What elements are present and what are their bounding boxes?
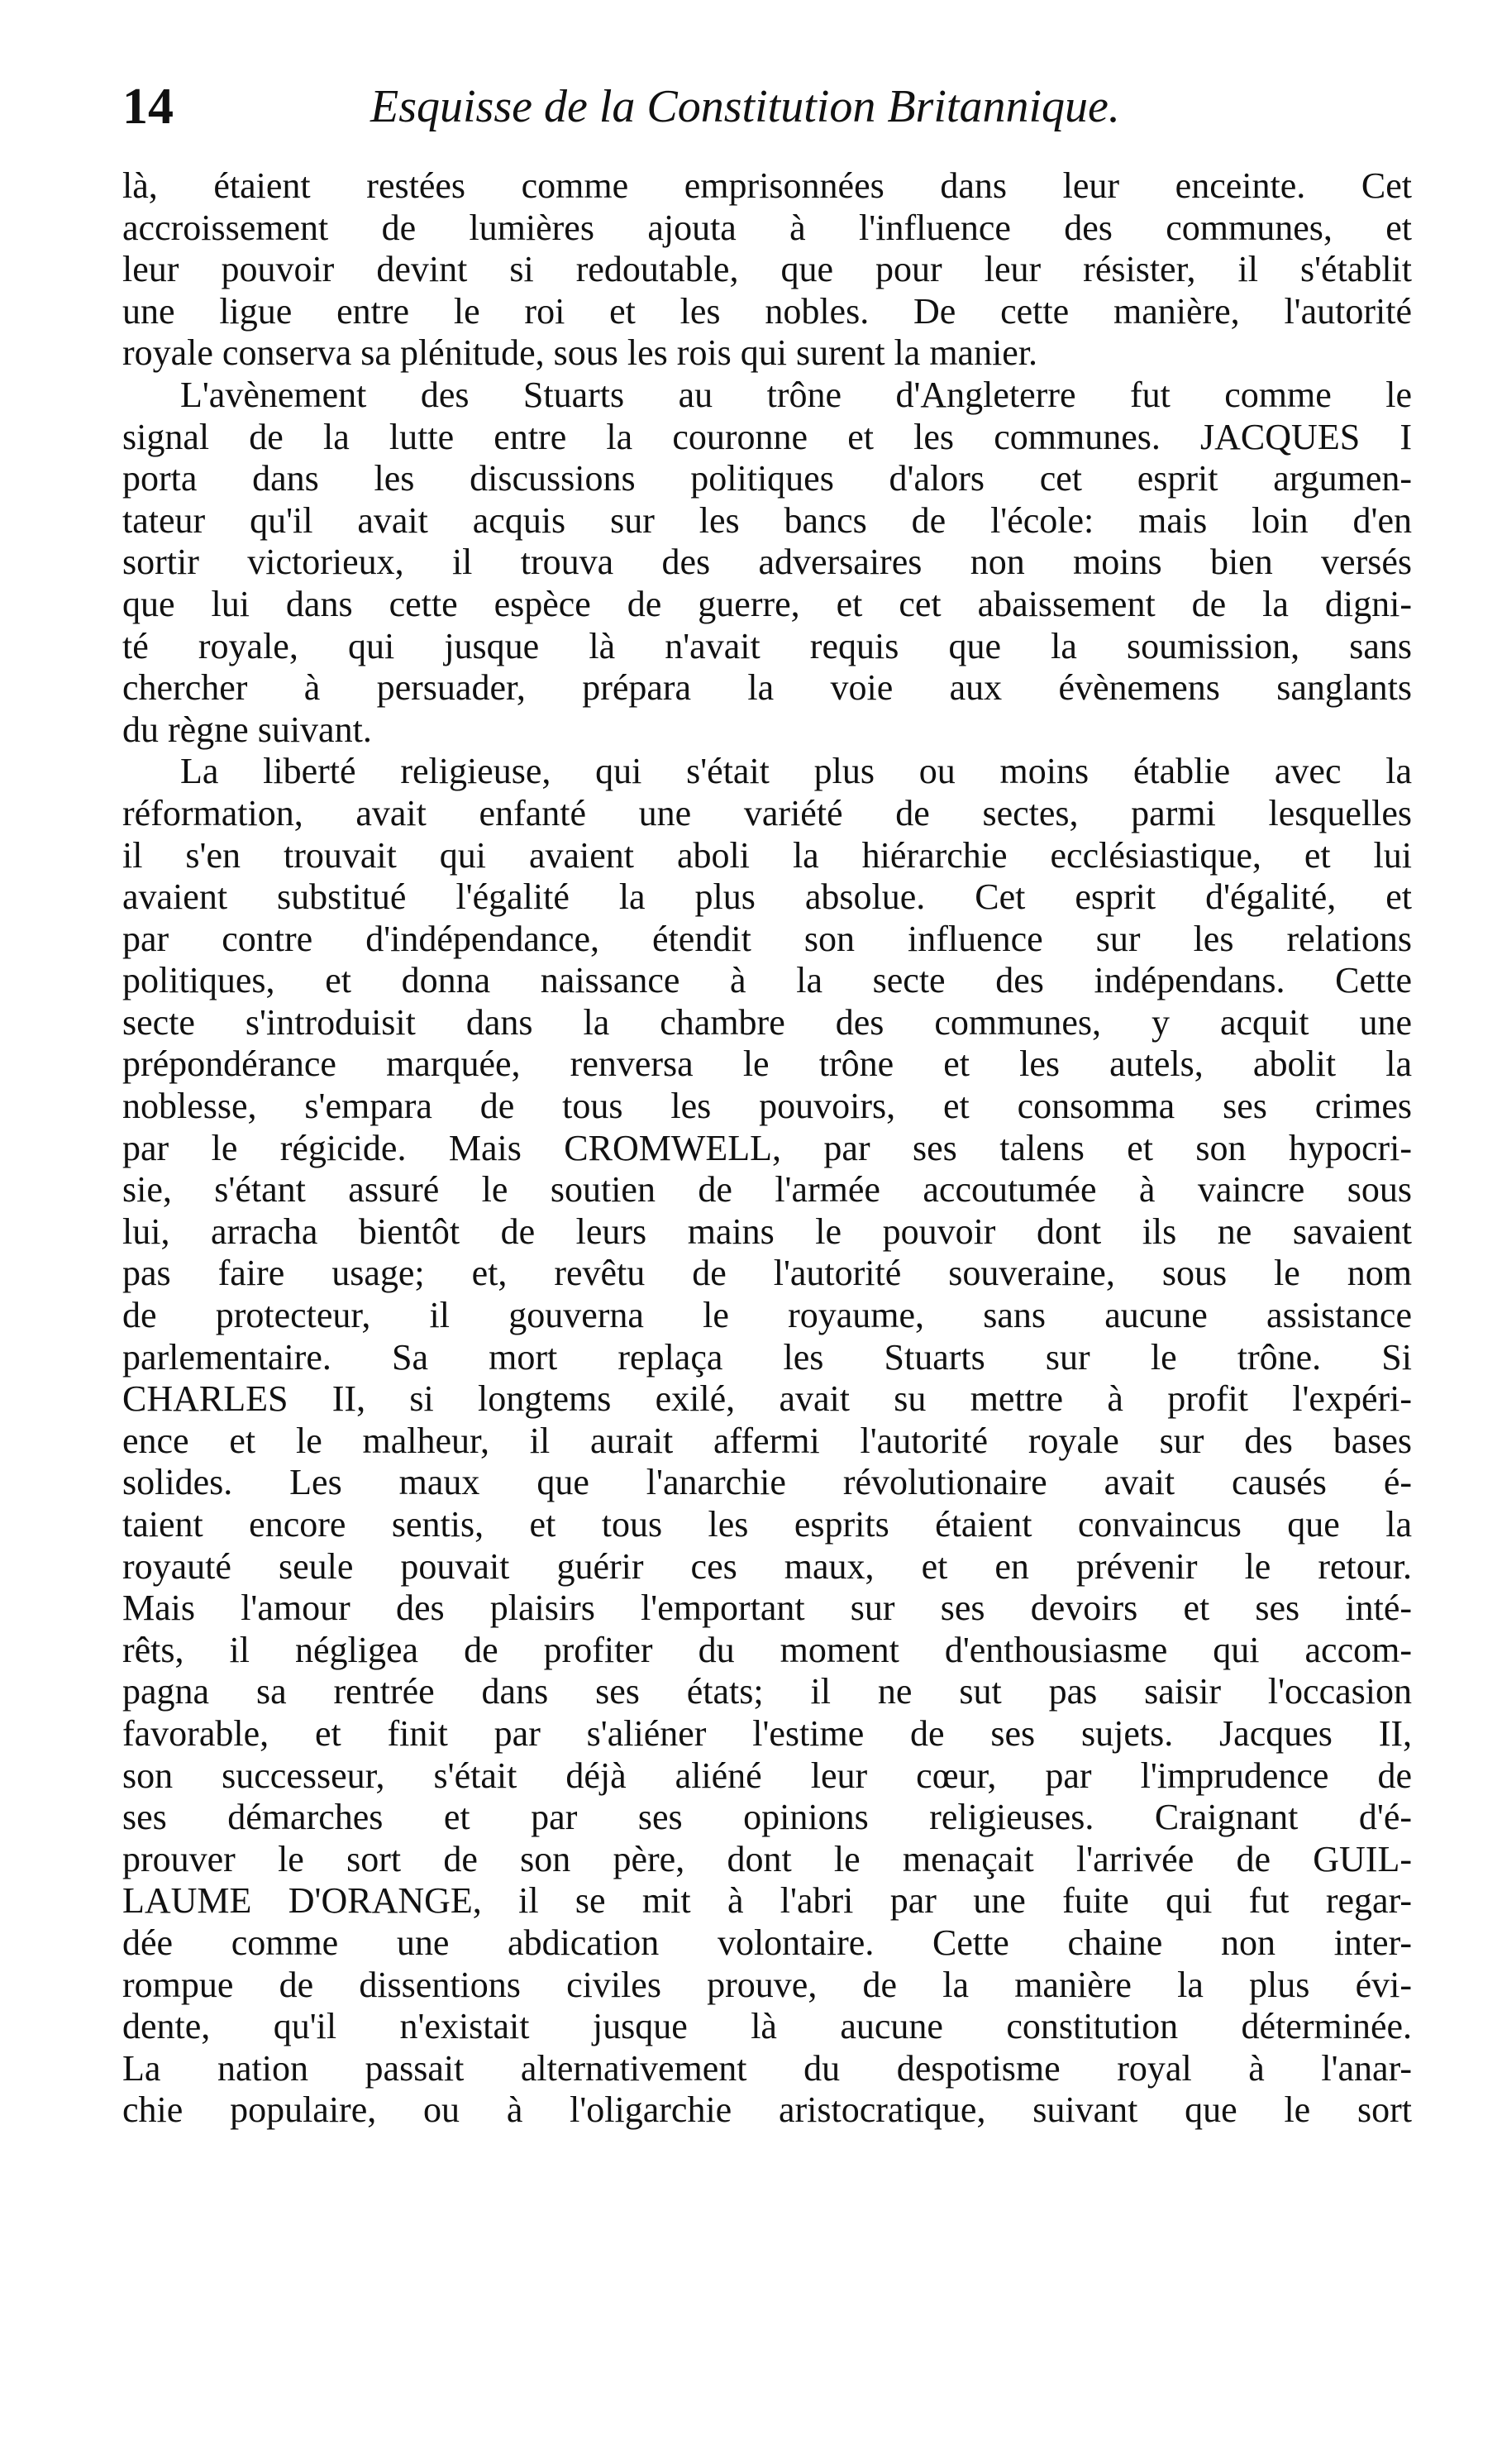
text-line: par contre d'indépendance, étendit son influence sur les relations [122, 918, 1412, 959]
text-line: son successeur, s'était déjà aliéné leur cœur, par l'imprudence de [122, 1755, 1412, 1796]
text-line: favorable, et finit par s'aliéner l'estime de ses sujets. Jacques II, [122, 1712, 1412, 1754]
text-line: dente, qu'il n'existait jusque là aucune constitution déterminée. [122, 2006, 1412, 2047]
text-line: té royale, qui jusque là n'avait requis que la soumission, sans [122, 625, 1412, 666]
text-line: leur pouvoir devint si redoutable, que pour leur résister, il s'établit [122, 249, 1412, 290]
text-line: pas faire usage; et, revêtu de l'autorité souveraine, sous le nom [122, 1253, 1412, 1294]
text-line: tateur qu'il avait acquis sur les bancs de l'école: mais loin d'en [122, 499, 1412, 541]
text-line: prépondérance marquée, renversa le trône et les autels, abolit la [122, 1043, 1412, 1085]
text-line: sie, s'étant assuré le soutien de l'armée accoutumée à vaincre sous [122, 1169, 1412, 1211]
paragraph [122, 375, 1412, 751]
text-line: accroissement de lumières ajouta à l'influence des communes, et [122, 207, 1412, 248]
text-line: rêts, il négligea de profiter du moment d'enthousiasme qui accom- [122, 1629, 1412, 1670]
text-line: il s'en trouvait qui avaient aboli la hiérarchie ecclésiastique, et lui [122, 834, 1412, 876]
text-line: pagna sa rentrée dans ses états; il ne sut pas saisir l'occasion [122, 1671, 1412, 1712]
text-line: ence et le malheur, il aurait affermi l'autorité royale sur des bases [122, 1420, 1412, 1461]
text-line: dée comme une abdication volontaire. Cette chaine non inter- [122, 1922, 1412, 1963]
text-line: royale conserva sa plénitude, sous les rois qui surent la manier. [122, 332, 1038, 374]
body-text [122, 165, 1412, 2132]
text-line: porta dans les discussions politiques d'alors cet esprit argumen- [122, 458, 1412, 499]
text-line: avaient substitué l'égalité la plus absolue. Cet esprit d'égalité, et [122, 876, 1412, 918]
text-line: taient encore sentis, et tous les esprits étaient convaincus que la [122, 1504, 1412, 1545]
text-line: que lui dans cette espèce de guerre, et cet abaissement de la digni- [122, 583, 1412, 624]
paragraph [122, 165, 1412, 375]
text-line: CHARLES II, si longtems exilé, avait su mettre à profit l'expéri- [122, 1378, 1412, 1420]
text-line: politiques, et donna naissance à la secte des indépendans. Cette [122, 960, 1412, 1001]
text-line: rompue de dissentions civiles prouve, de la manière la plus évi- [122, 1964, 1412, 2005]
text-line: là, étaient restées comme emprisonnées dans leur enceinte. Cet [122, 165, 1412, 206]
text-line: La liberté religieuse, qui s'était plus ou moins établie avec la [180, 751, 1412, 792]
text-line: prouver le sort de son père, dont le menaçait l'arrivée de GUIL- [122, 1838, 1412, 1879]
text-line: signal de la lutte entre la couronne et les communes. JACQUES I [122, 416, 1412, 457]
text-line: La nation passait alternativement du despotisme royal à l'anar- [122, 2047, 1412, 2089]
text-line: réformation, avait enfanté une variété de sectes, parmi lesquelles [122, 792, 1412, 833]
page-header [114, 69, 1404, 144]
text-line: Mais l'amour des plaisirs l'emportant sur ses devoirs et ses inté- [122, 1588, 1412, 1629]
running-title: Esquisse de la Constitution Britannique. [370, 81, 1120, 132]
text-line: chercher à persuader, prépara la voie aux évènemens sanglants [122, 667, 1412, 709]
text-line: par le régicide. Mais CROMWELL, par ses talens et son hypocri- [122, 1127, 1412, 1168]
paragraph [122, 751, 1412, 2132]
text-line: ses démarches et par ses opinions religieuses. Craignant d'é- [122, 1797, 1412, 1838]
text-line: noblesse, s'empara de tous les pouvoirs, et consomma ses crimes [122, 1086, 1412, 1127]
page-number: 14 [122, 79, 174, 135]
text-line: royauté seule pouvait guérir ces maux, et en prévenir le retour. [122, 1545, 1412, 1587]
text-line: chie populaire, ou à l'oligarchie aristocratique, suivant que le sort [122, 2089, 1412, 2131]
text-line: solides. Les maux que l'anarchie révolutionaire avait causés é- [122, 1462, 1412, 1503]
text-line: de protecteur, il gouverna le royaume, sans aucune assistance [122, 1295, 1412, 1336]
text-line: du règne suivant. [122, 709, 372, 750]
text-line: L'avènement des Stuarts au trône d'Angleterre fut comme le [180, 374, 1412, 415]
text-line: lui, arracha bientôt de leurs mains le pouvoir dont ils ne savaient [122, 1211, 1412, 1252]
text-line: LAUME D'ORANGE, il se mit à l'abri par une fuite qui fut regar- [122, 1880, 1412, 1922]
text-line: secte s'introduisit dans la chambre des communes, y acquit une [122, 1001, 1412, 1043]
text-line: sortir victorieux, il trouva des adversaires non moins bien versés [122, 542, 1412, 583]
text-line: parlementaire. Sa mort replaça les Stuarts sur le trône. Si [122, 1336, 1412, 1378]
text-line: une ligue entre le roi et les nobles. De cette manière, l'autorité [122, 290, 1412, 332]
